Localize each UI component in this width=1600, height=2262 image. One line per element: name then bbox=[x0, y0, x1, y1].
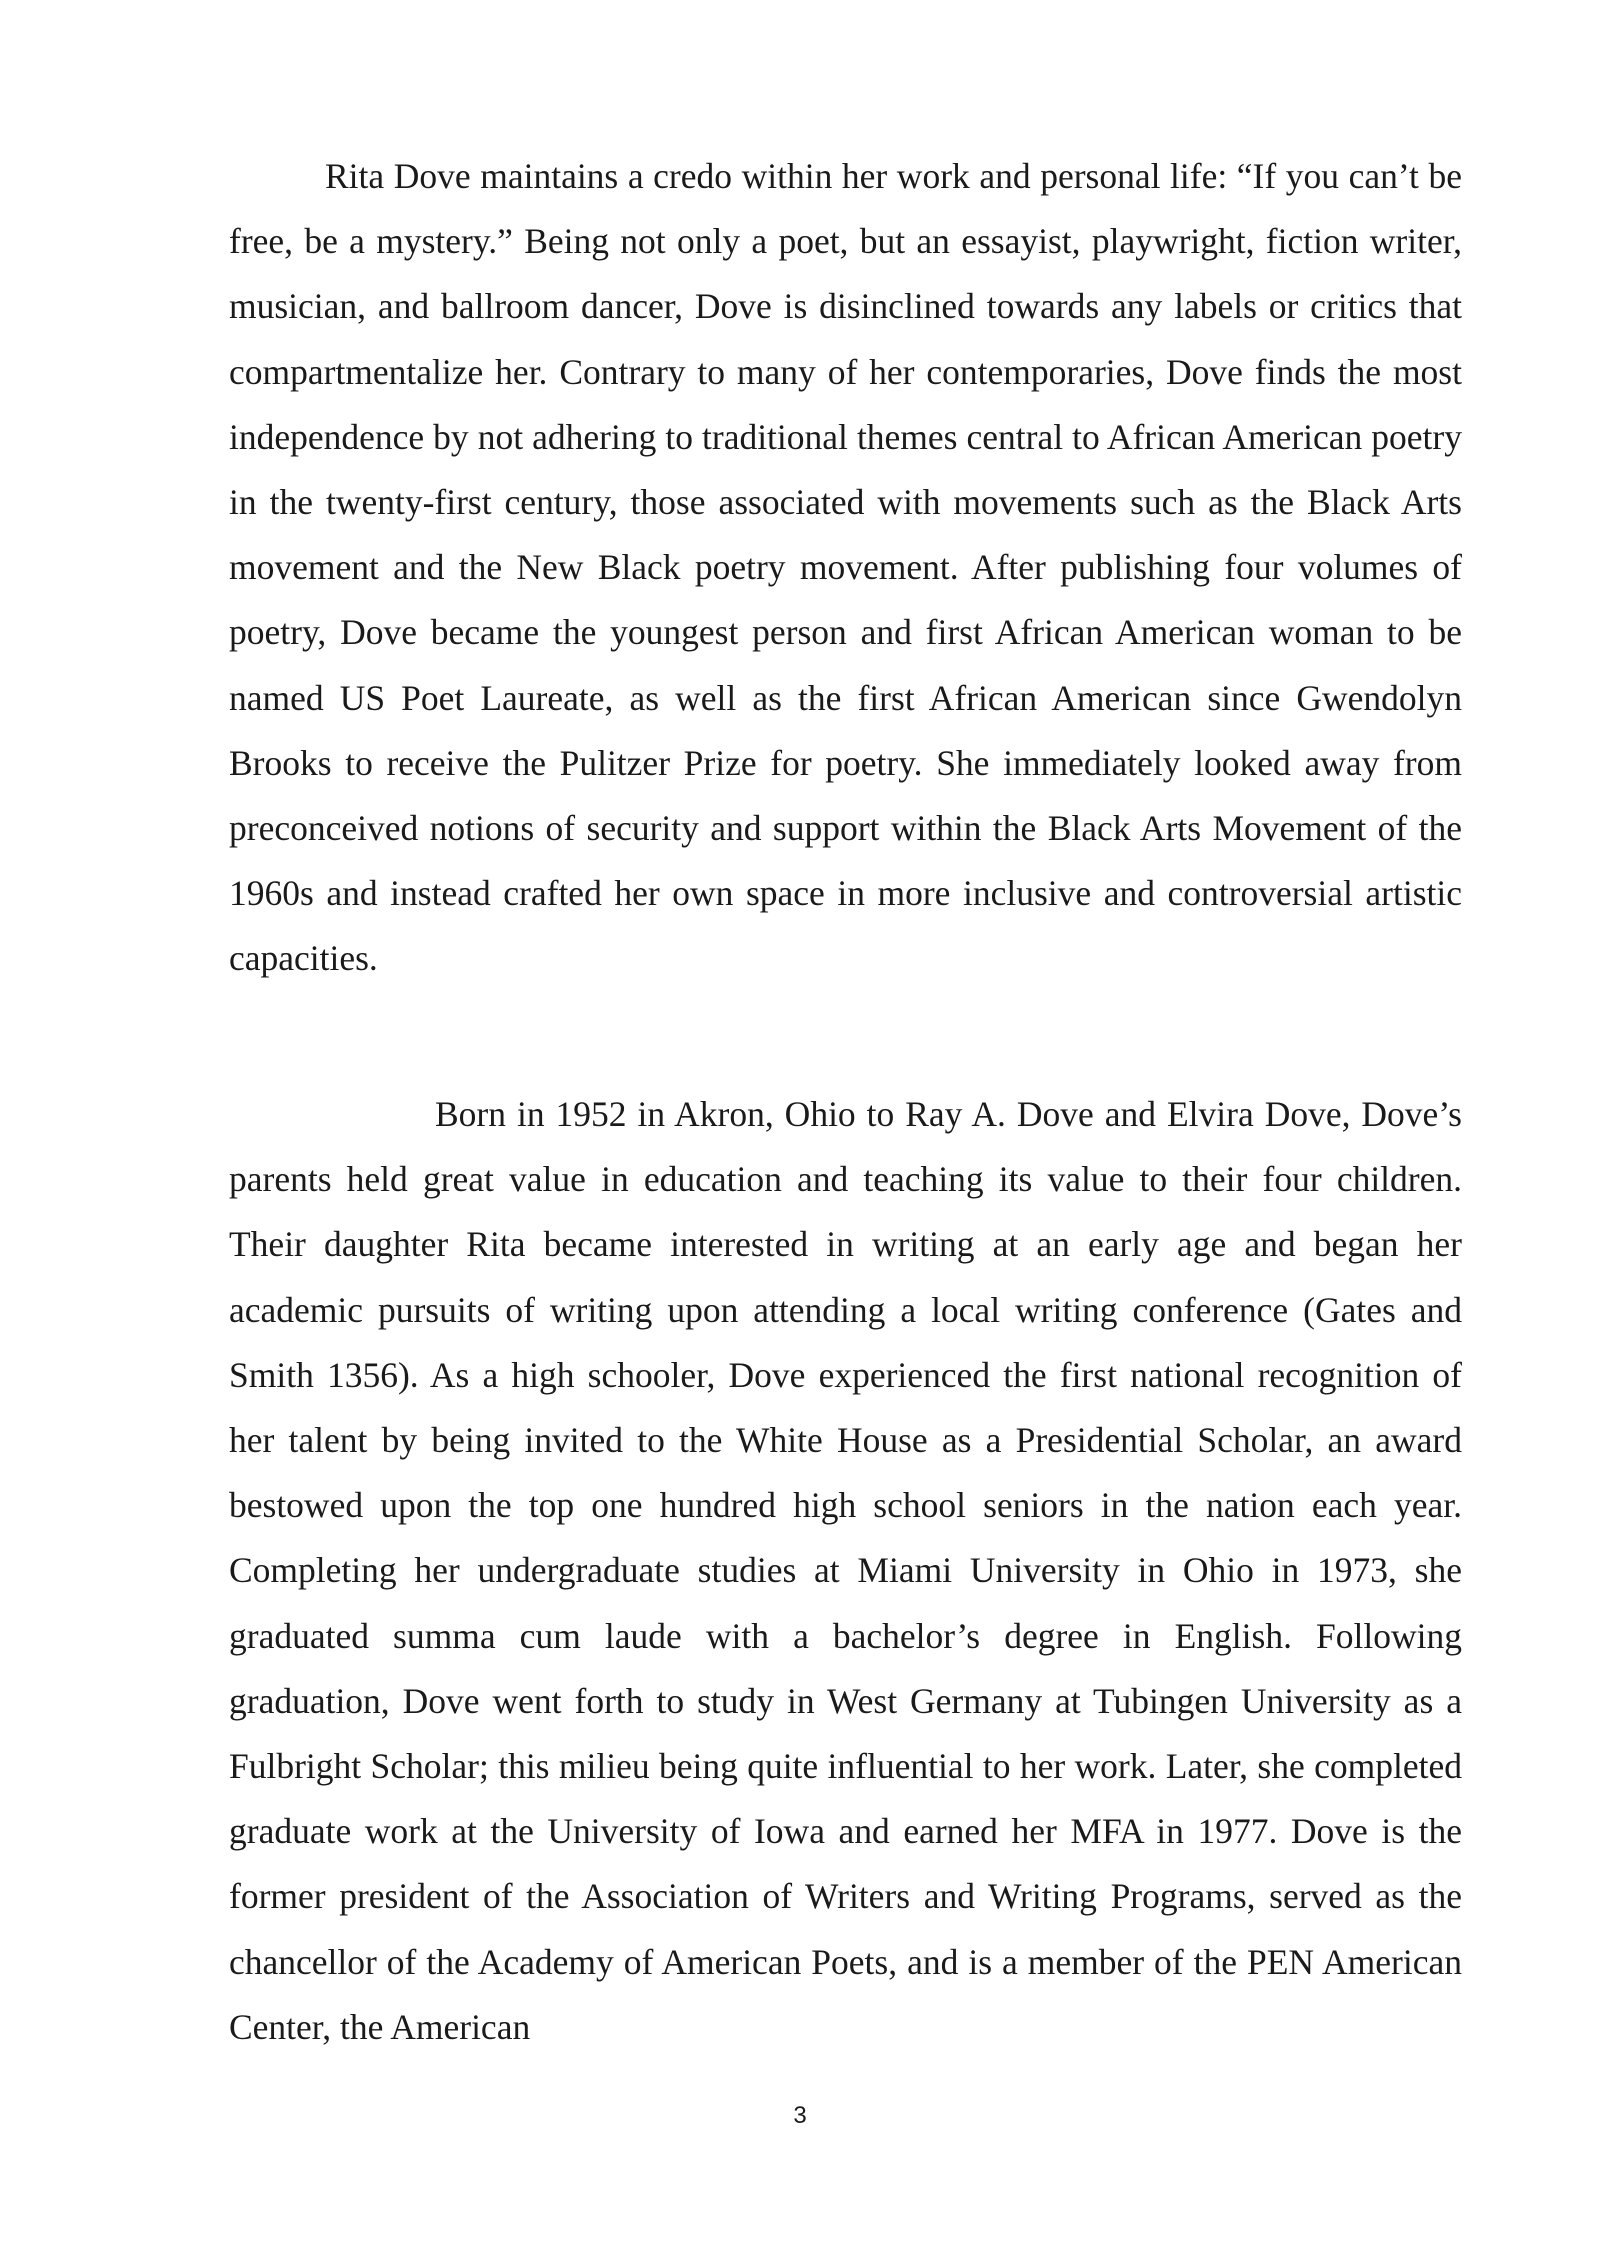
body-paragraph-1: Rita Dove maintains a credo within her work and personal life: “If you can’t be free, be a mystery.” Being not only a poet, but an essayist, playwright, fiction writer, musician, and ballroom dancer, Dove is disinclined towards any labels or critics that compartmentalize her. Contrary to many of her contemporaries, Dove finds the most independence by not adhering to traditional themes central to African American poetry in the twenty-first century, those associated with movements such as the Black Arts movement and the New Black poetry movement. After publishing four volumes of poetry, Dove became the youngest person and first African American woman to be named US Poet Laureate, as well as the first African American since Gwendolyn Brooks to receive the Pulitzer Prize for poetry. She immediately looked away from preconceived notions of security and support within the Black Arts Movement of the 1960s and instead crafted her own space in more inclusive and controversial artistic capacities. bbox=[229, 156, 1462, 979]
body-paragraph-2: Born in 1952 in Akron, Ohio to Ray A. Dove and Elvira Dove, Dove’s parents held great value in education and teaching its value to their four children. Their daughter Rita became interested in writing at an early age and began her academic pursuits of writing upon attending a local writing conference (Gates and Smith 1356). As a high schooler, Dove experienced the first national recognition of her talent by being invited to the White House as a Presidential Scholar, an award bestowed upon the top one hundred high school seniors in the nation each year. Completing her undergraduate studies at Miami University in Ohio in 1973, she graduated summa cum laude with a bachelor’s degree in English. Following graduation, Dove went forth to study in West Germany at Tubingen University as a Fulbright Scholar; this milieu being quite influential to her work. Later, she completed graduate work at the University of Iowa and earned her MFA in 1977. Dove is the former president of the Association of Writers and Writing Programs, served as the chancellor of the Academy of American Poets, and is a member of the PEN American Center, the American bbox=[229, 1094, 1462, 2047]
page-number: 3 bbox=[793, 2102, 807, 2129]
